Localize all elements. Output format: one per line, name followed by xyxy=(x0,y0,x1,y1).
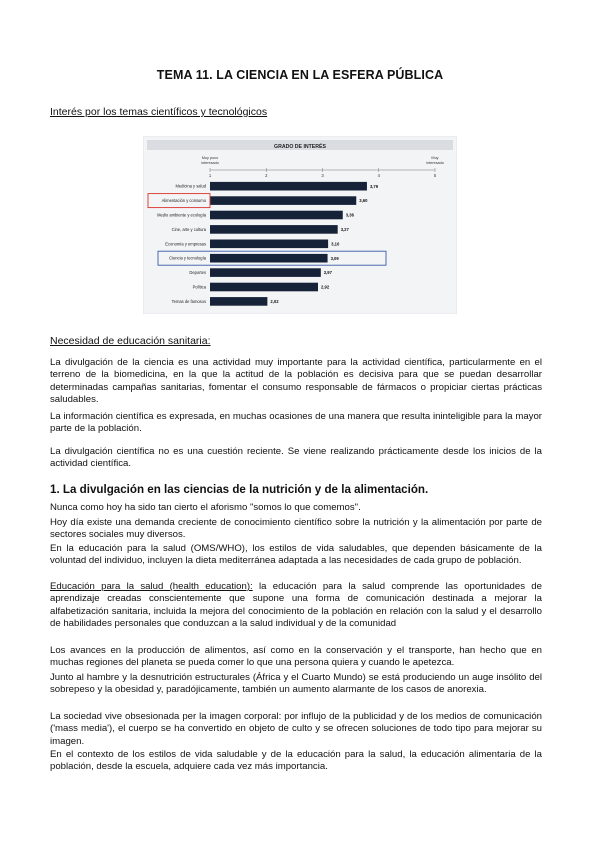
bar xyxy=(210,297,267,306)
x-tick-label-5: 5 xyxy=(433,173,437,178)
category-label: Medio ambiente y ecología xyxy=(157,212,206,218)
page-title: TEMA 11. LA CIENCIA EN LA ESFERA PÚBLICA xyxy=(156,68,444,82)
bar-value-label: 3,79 xyxy=(369,183,379,189)
bar xyxy=(210,283,318,292)
paragraph-6: En la educación para la salud (OMS/WHO), los estilos de vida saludables, que dependen básicamente de la voluntad del individuo, incluyen la dieta mediterránea adaptada a las necesidades de cada grupo de población. xyxy=(50,543,542,567)
paragraph-1: La divulgación de la ciencia es una actividad muy importante para la actividad científica, particularmente en el terreno de la biomedicina, en la que la actitud de la población es decisiva para que se puedan desarrollar determinadas campañas sanitarias, fomentar el consumo responsable de fármacos o propiciar ciertas prácticas saludables. xyxy=(50,357,542,406)
chart-svg xyxy=(143,136,457,314)
scale-low-label-line2: interesado xyxy=(201,161,219,165)
paragraph-5: Hoy día existe una demanda creciente de conocimiento científico sobre la nutrición y la alimentación por parte de sectores sociales muy diversos. xyxy=(50,517,542,541)
bar-value-label: 3,36 xyxy=(345,212,354,218)
chart-title: GRADO DE INTERÉS xyxy=(274,144,326,150)
bar xyxy=(210,254,328,263)
health-education-label: Educación para la salud (health education): xyxy=(50,581,253,592)
section-subtitle-interest: Interés por los temas científicos y tecnológicos xyxy=(50,106,268,118)
paragraph-3: La divulgación científica no es una cuestión reciente. Se viene realizando prácticamente desde los inicios de la actividad científica. xyxy=(50,446,542,470)
bar-value-label: 3,27 xyxy=(340,227,349,232)
category-label: Medicina y salud xyxy=(175,183,206,189)
bar xyxy=(210,225,338,234)
bar-value-label: 3,60 xyxy=(359,198,368,204)
paragraph-9: Junto al hambre y la desnutrición estructurales (África y el Cuarto Mundo) se está produciendo un auge insólito del sobrepeso y la obesidad y, paradójicamente, también un aumento alarmante de los casos de anorexia. xyxy=(50,672,542,696)
paragraph-7 xyxy=(50,581,542,631)
bar xyxy=(210,182,367,191)
bar-value-label: 2,97 xyxy=(323,270,332,276)
interest-chart xyxy=(143,136,457,314)
scale-high-label-line1: Muy xyxy=(431,156,439,160)
category-label: Política xyxy=(192,284,206,290)
bar-value-label: 2,92 xyxy=(321,284,330,290)
category-label: Cine, arte y cultura xyxy=(171,226,206,232)
x-tick-label-4: 4 xyxy=(377,173,380,178)
section-subtitle-health-education: Necesidad de educación sanitaria: xyxy=(50,335,211,347)
health-education-text: la educación para la salud comprende las oportunidades de aprendizaje creadas conscientemente que supone una forma de comunicación destinada a mejorar la alfabetización sanitaria, incluida la mejora del conocimiento de la población en relación con la salud y el desarrollo de habilidades personales que conduzcan a la salud individual y de la comunidad xyxy=(50,581,542,630)
bar-value-label: 3,10 xyxy=(331,241,340,247)
bar xyxy=(210,211,343,220)
paragraph-10: La sociedad vive obsesionada per la imagen corporal: por influjo de la publicidad y de los medios de comunicación ('mass media'), el cuerpo se ha convertido en objeto de culto y se ofrecen soluciones de todo tipo para mejorar su imagen. xyxy=(50,711,542,747)
bar-value-label: 3,09 xyxy=(330,255,339,261)
category-label: Temas de famosos xyxy=(171,298,206,304)
category-label: Ciencia y tecnología xyxy=(169,255,206,261)
category-label: Deportes xyxy=(189,270,206,276)
bar-value-label: 2,02 xyxy=(270,299,279,304)
x-tick-label-2: 2 xyxy=(265,173,268,178)
scale-high-label-line2: interesado xyxy=(426,161,444,165)
category-label: Alimentación y consumo xyxy=(161,198,206,204)
paragraph-8: Los avances en la producción de alimentos, así como en la conservación y el transporte, han hecho que en muchas regiones del planeta se pueda comer lo que una persona quiera y cuando le apetezca. xyxy=(50,645,542,669)
paragraph-4: Nunca como hoy ha sido tan cierto el aforismo "somos lo que comemos". xyxy=(50,502,361,513)
bar xyxy=(210,268,321,277)
scale-low-label-line1: Muy poco xyxy=(201,156,219,160)
paragraph-2: La información científica es expresada, en muchas ocasiones de una manera que resulta ininteligible para la mayor parte de la población. xyxy=(50,411,542,435)
x-tick-label-3: 3 xyxy=(321,173,324,178)
x-tick-label-1: 1 xyxy=(208,173,212,178)
bar xyxy=(210,196,356,205)
section-heading-1: 1. La divulgación en las ciencias de la nutrición y de la alimentación. xyxy=(50,483,429,496)
bar xyxy=(210,240,328,249)
paragraph-11: En el contexto de los estilos de vida saludable y de la educación para la salud, la educación alimentaria de la población, desde la escuela, adquiere cada vez más importancia. xyxy=(50,749,542,773)
category-label: Economía y empresas xyxy=(165,241,206,247)
